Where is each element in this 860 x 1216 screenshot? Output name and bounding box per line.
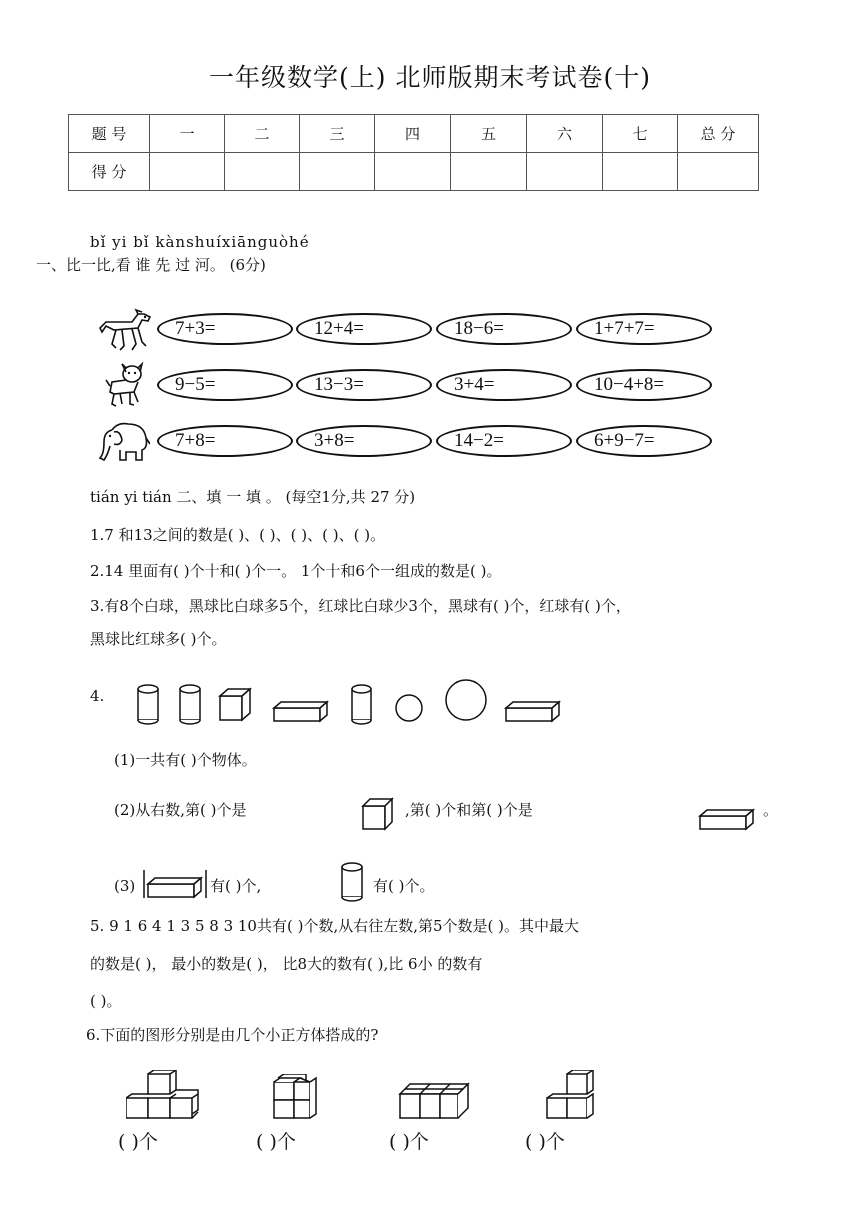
table-cell: 得 分 xyxy=(69,153,150,191)
equation-text: 18−6= xyxy=(454,318,504,339)
table-cell: 总 分 xyxy=(678,115,759,153)
equation-text: 9−5= xyxy=(175,374,216,395)
table-cell: 七 xyxy=(603,115,678,153)
question-4-label: 4. xyxy=(90,687,105,705)
section1-heading: 一、比一比,看 谁 先 过 河。 (6分) xyxy=(36,256,266,274)
pinyin-line: bǐ yi bǐ kànshuíxiānguòhé xyxy=(90,233,310,251)
sphere-icon xyxy=(446,680,486,720)
cylinder-icon xyxy=(338,860,366,902)
score-input-cell[interactable] xyxy=(150,153,225,191)
table-cell: 题 号 xyxy=(69,115,150,153)
question-3-line2: 黑球比红球多( )个。 xyxy=(90,630,227,648)
question-6: 6.下面的图形分别是由几个小正方体搭成的? xyxy=(86,1026,379,1044)
equation-bubble xyxy=(157,313,293,345)
equation-bubble xyxy=(576,313,712,345)
question-4-3b: 有( )个, xyxy=(210,877,262,895)
question-4-1: (1)一共有( )个物体。 xyxy=(114,751,257,769)
question-1: 1.7 和13之间的数是( )、( )、( )、( )、( )。 xyxy=(90,526,386,544)
table-cell: 二 xyxy=(225,115,300,153)
question-5-line3: ( )。 xyxy=(90,992,122,1010)
equation-bubble xyxy=(296,369,432,401)
cube-stack-1 xyxy=(126,1070,200,1120)
score-table xyxy=(68,114,759,191)
score-input-cell[interactable] xyxy=(451,153,527,191)
equation-bubble xyxy=(296,425,432,457)
equation-bubble xyxy=(436,369,572,401)
table-row xyxy=(69,115,759,153)
cube-stack-2 xyxy=(270,1074,318,1120)
equation-text: 10−4+8= xyxy=(594,374,665,395)
answer-blank-3[interactable]: ( )个 xyxy=(389,1131,429,1153)
equation-text: 3+8= xyxy=(314,430,355,451)
table-cell: 六 xyxy=(527,115,603,153)
score-input-cell[interactable] xyxy=(300,153,375,191)
table-cell: 五 xyxy=(451,115,527,153)
dog-icon xyxy=(104,362,146,408)
equation-bubble xyxy=(436,313,572,345)
horse-icon xyxy=(98,308,156,354)
score-input-cell[interactable] xyxy=(225,153,300,191)
equation-text: 1+7+7= xyxy=(594,318,655,339)
cuboid-icon xyxy=(698,806,756,832)
cube-icon xyxy=(220,689,250,720)
cuboid-icon xyxy=(274,702,327,721)
cylinder-icon xyxy=(352,685,371,724)
answer-blank-2[interactable]: ( )个 xyxy=(256,1131,296,1153)
score-input-cell[interactable] xyxy=(527,153,603,191)
cube-icon xyxy=(360,796,394,832)
table-cell: 一 xyxy=(150,115,225,153)
table-cell: 三 xyxy=(300,115,375,153)
shapes-row xyxy=(130,676,570,726)
answer-blank-1[interactable]: ( )个 xyxy=(118,1131,158,1153)
question-5-line2: 的数是( )， 最小的数是( )， 比8大的数有( ),比 6小 的数有 xyxy=(90,955,483,973)
score-input-cell[interactable] xyxy=(603,153,678,191)
cube-stack-4 xyxy=(545,1070,597,1120)
cube-stack-3 xyxy=(398,1080,470,1122)
question-5-line1: 5. 9 1 6 4 1 3 5 8 3 10共有( )个数,从右往左数,第5个数是( )。其中最大 xyxy=(90,917,579,935)
elephant-icon xyxy=(98,420,150,464)
cylinder-icon xyxy=(138,685,158,724)
answer-blank-4[interactable]: ( )个 xyxy=(525,1131,565,1153)
equation-bubble xyxy=(576,425,712,457)
score-input-cell[interactable] xyxy=(375,153,451,191)
table-row xyxy=(69,153,759,191)
equation-text: 13−3= xyxy=(314,374,364,395)
question-4-2b: ,第( )个和第( )个是 xyxy=(405,801,533,819)
equation-text: 3+4= xyxy=(454,374,495,395)
cuboid-icon xyxy=(506,702,559,721)
cuboid-icon xyxy=(142,868,208,900)
question-4-2a: (2)从右数,第( )个是 xyxy=(114,801,247,819)
equation-bubble xyxy=(157,369,293,401)
equation-bubble xyxy=(576,369,712,401)
question-4-3c: 有( )个。 xyxy=(373,877,435,895)
equation-text: 14−2= xyxy=(454,430,504,451)
section2-heading: tián yi tián 二、填 一 填 。 (每空1分,共 27 分) xyxy=(90,488,416,506)
equation-text: 6+9−7= xyxy=(594,430,655,451)
table-cell: 四 xyxy=(375,115,451,153)
equation-text: 7+3= xyxy=(175,318,216,339)
question-4-2c: 。 xyxy=(763,801,779,819)
question-3-line1: 3.有8个白球，黑球比白球多5个，红球比白球少3个，黑球有( )个，红球有( )个， xyxy=(90,597,631,615)
equation-text: 12+4= xyxy=(314,318,364,339)
cylinder-icon xyxy=(180,685,200,724)
equation-bubble xyxy=(157,425,293,457)
score-input-cell[interactable] xyxy=(678,153,759,191)
equation-bubble xyxy=(436,425,572,457)
question-2: 2.14 里面有( )个十和( )个一。 1个十和6个一组成的数是( )。 xyxy=(90,562,502,580)
question-4-3a: (3) xyxy=(114,877,136,895)
equation-text: 7+8= xyxy=(175,430,216,451)
equation-bubble xyxy=(296,313,432,345)
page-title: 一年级数学(上) 北师版期末考试卷(十) xyxy=(209,63,651,92)
sphere-icon xyxy=(396,695,422,721)
